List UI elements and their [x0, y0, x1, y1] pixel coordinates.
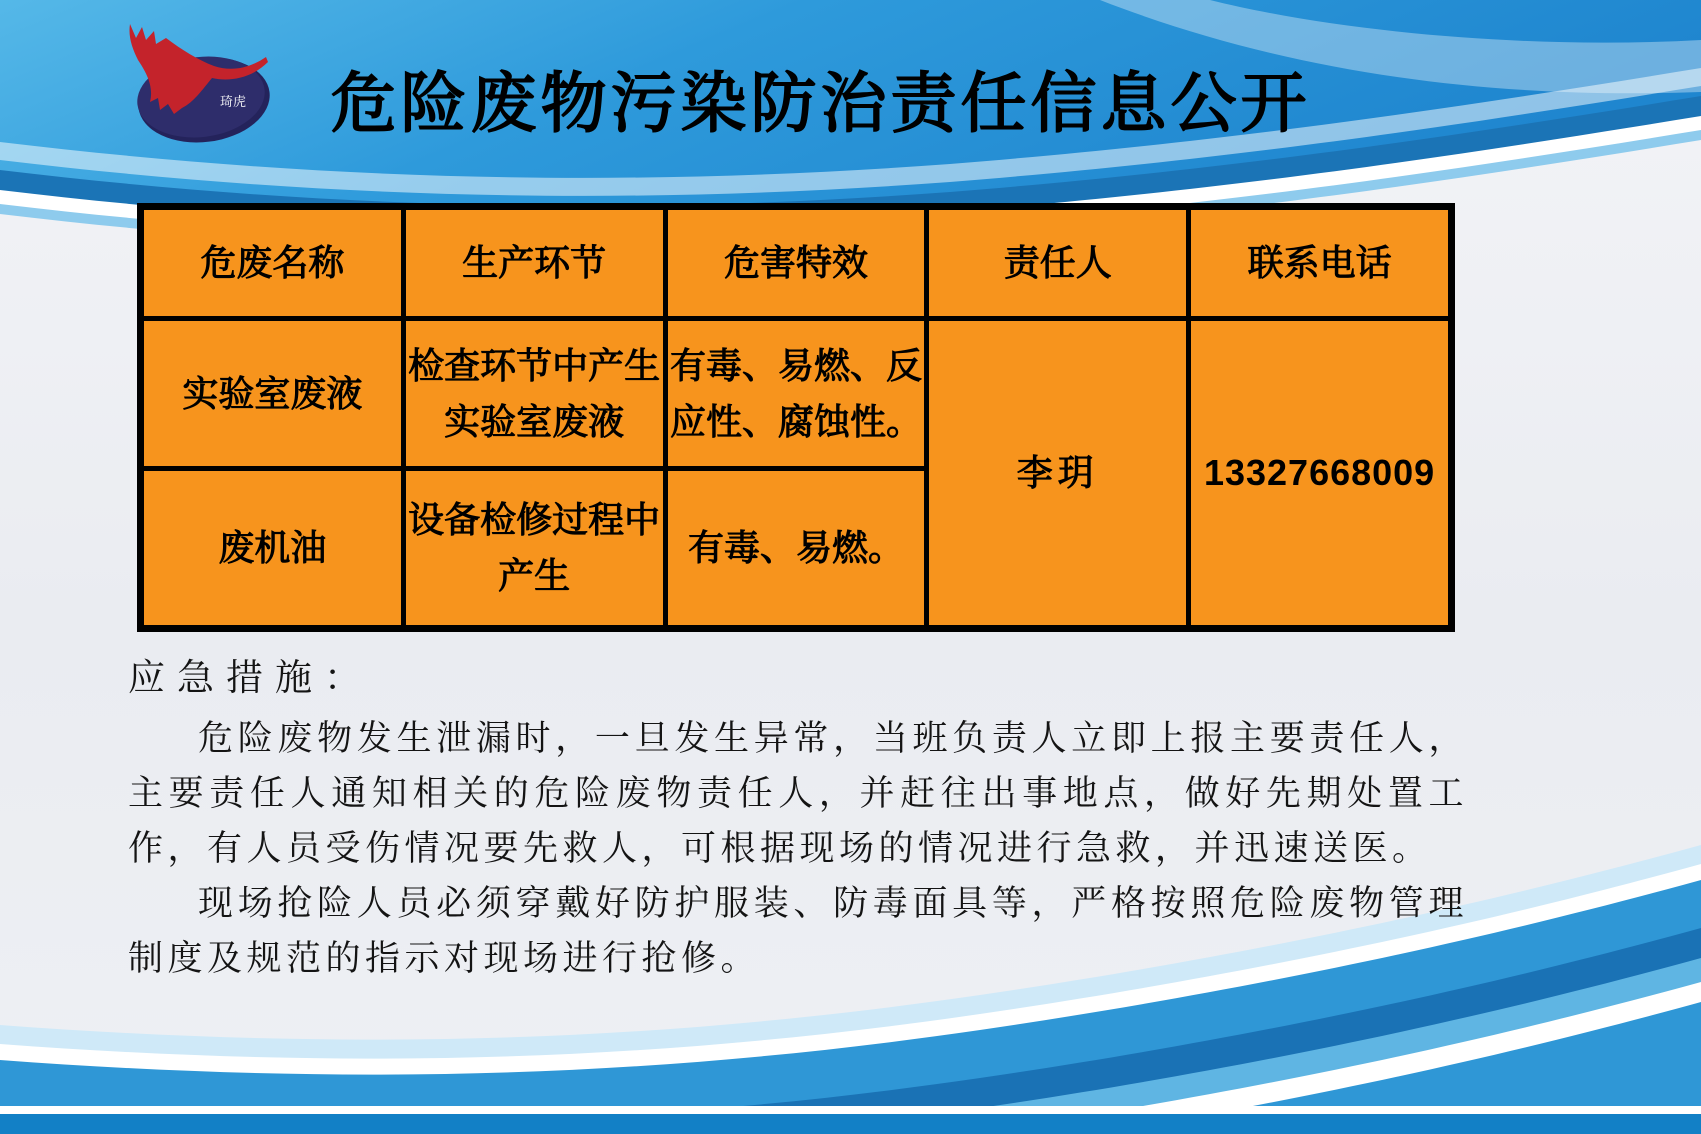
cell-contact-phone: 13327668009 [1189, 319, 1452, 629]
cell-production-stage: 设备检修过程中产生 [403, 469, 665, 629]
cell-responsible-person: 李玥 [927, 319, 1189, 629]
cell-production-stage: 检查环节中产生实验室废液 [403, 319, 665, 469]
col-responsible-person: 责任人 [927, 207, 1189, 319]
logo-text: 琦虎 [220, 94, 247, 109]
measures-paragraph-2: 现场抢险人员必须穿戴好防护服装、防毒面具等，严格按照危险废物管理制度及规范的指示对现场进行抢修。 [128, 884, 1468, 979]
cell-hazard-effects: 有毒、易燃。 [665, 469, 927, 629]
slide-title: 危险废物污染防治责任信息公开 [330, 66, 1311, 140]
waste-table [137, 203, 1455, 632]
col-hazard-effects: 危害特效 [665, 207, 927, 319]
cell-hazard-effects: 有毒、易燃、反应性、腐蚀性。 [665, 319, 927, 469]
measures-heading: 应急措施： [128, 656, 373, 699]
table-row [141, 319, 1452, 469]
col-contact-phone: 联系电话 [1189, 207, 1452, 319]
cell-waste-name: 废机油 [141, 469, 404, 629]
emergency-measures [128, 650, 1468, 987]
col-production-stage: 生产环节 [403, 207, 665, 319]
measures-paragraph-1: 危险废物发生泄漏时，一旦发生异常，当班负责人立即上报主要责任人，主要责任人通知相关的危险废物责任人，并赶往出事地点，做好先期处置工作，有人员受伤情况要先救人，可根据现场的情况进行急救，并迅速送医。 [128, 719, 1468, 869]
cell-waste-name: 实验室废液 [141, 319, 404, 469]
col-waste-name: 危废名称 [141, 207, 404, 319]
table-header-row [141, 207, 1452, 319]
